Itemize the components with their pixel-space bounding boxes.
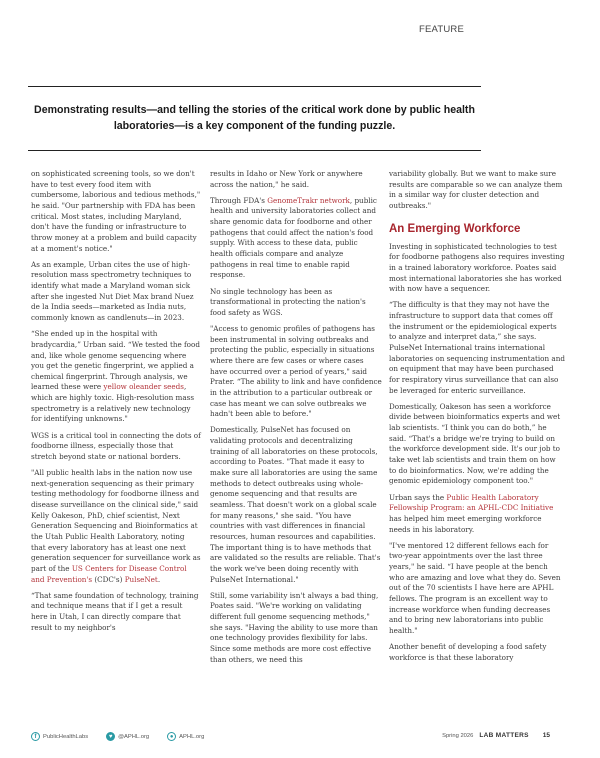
article-column-3	[389, 169, 565, 669]
paragraph: Another benefit of developing a food safety workforce is that these laboratory	[389, 642, 547, 662]
text: has helped him meet emerging workforce needs in his laboratory.	[389, 513, 542, 534]
paragraph: Domestically, Oakeson has seen a workforce divide between bioinformatics experts and wet lab scientists. “I think you can do both,” he said. “That's a bridge we're trying to build on the workforce development side. It's our job to take wet lab scientists and train them on how to do bioinformatics. Now, we're adding the genomic epidemiology component too."	[389, 401, 561, 486]
paragraph	[210, 196, 382, 281]
facebook-link[interactable]	[31, 732, 88, 741]
page-footer	[442, 732, 550, 739]
text: (CDC's)	[92, 574, 125, 584]
text: “She ended up in the hospital with bradycardia,” Urban said. “We tested the food and, like whole genome sequencing where you get the genetic fingerprint, we applied a chemical fingerprint. Through analysis, we learned these were	[31, 329, 200, 392]
pulsenet-link[interactable]: PulseNet	[124, 574, 158, 584]
paragraph: Investing in sophisticated technologies to test for foodborne pathogens also requires investing in a trained laboratory workforce. Poates said most international laboratories she has worked with now have a sequencer.	[389, 241, 565, 294]
cdc-link[interactable]: US Centers for Disease Control and Prevention's	[31, 563, 187, 584]
section-label: FEATURE	[418, 24, 464, 35]
social-links	[31, 732, 204, 741]
bluesky-link[interactable]	[106, 732, 149, 741]
paragraph	[31, 468, 201, 585]
pull-quote: Demonstrating results—and telling the stories of the critical work done by public health laboratories—is a key component of the funding puzzle.	[28, 86, 481, 151]
website-label: APHL.org	[179, 733, 205, 740]
text: , which are highly toxic. High-resolution mass spectrometry is a relatively new technology for identifying unknowns."	[31, 382, 195, 424]
text: Through FDA's	[210, 195, 268, 205]
magazine-title: LAB MATTERS	[479, 732, 529, 739]
paragraph	[31, 329, 201, 425]
text: , public health and university laboratories collect and share genomic data for foodborne and other pathogens that could affect the nation's food supply. With access to these data, public health officials compare and analyze pathogens in real time to enable rapid response.	[210, 195, 377, 280]
paragraph: on sophisticated screening tools, so we don't have to test every food item with cumbersome, laborious and tedious methods," he said. "Our partnership with FDA has been critical. Most states, including Maryland, don't have the funding or infrastructure to throw money at a problem and build capacity at a moment's notice."	[31, 169, 201, 253]
paragraph: "I've mentored 12 different fellows each for two-year appointments over the last three years," he said. “I have people at the bench who are amazing and love what they do. Seven out of the 70 scientists I have here are APHL fellows. The program is an excellent way to increase workforce when funding decreases and to bring new laboratorians into public health."	[389, 540, 561, 635]
paragraph: "Access to genomic profiles of pathogens has been instrumental in solving outbreaks and protecting the public, especially in situations where there are few cases or where cases have occurred over a period of years," said Prater. “The ability to link and have confidence in the attribution to a particular outbreak or case has meant we can solve outbreaks we hadn't been able to before."	[210, 324, 382, 419]
paragraph: “That same foundation of technology, training and technique means that if I get a result here in Utah, I can directly compare that result to my neighbor's	[31, 590, 199, 632]
article-column-1	[31, 169, 201, 639]
facebook-label: PublicHealthLabs	[43, 733, 89, 740]
paragraph: Still, some variability isn't always a bad thing, Poates said. "We're working on validating different full genome sequencing methods," she says. "Having the ability to use more than one technology provides flexibility for labs. Since some methods are more cost effective than others, we need this	[210, 590, 379, 664]
fellowship-program-link[interactable]: Public Health Laboratory Fellowship Program: an APHL-CDC Initiative	[389, 492, 554, 513]
web-icon: ●	[167, 732, 176, 741]
paragraph	[389, 493, 565, 536]
paragraph: variability globally. But we want to make sure results are comparable so we can analyze them in a similar way for cluster detection and outbreaks."	[389, 169, 563, 210]
facebook-icon: f	[31, 732, 40, 741]
paragraph: No single technology has been as transformational in protecting the nation's food safety as WGS.	[210, 286, 366, 317]
website-link[interactable]	[167, 732, 204, 741]
paragraph: Domestically, PulseNet has focused on validating protocols and decentralizing training of all laboratories on these protocols, according to Poates. "That made it easy to make sure all laboratories are using the same methods to detect outbreaks using whole-genome sequencing and that results are seamless. That doesn't work on a global scale for many reasons," she said. "You have countries with vast differences in financial resources, human resources and capabilities. The important thing is to have methods that are validated so the results are reliable. That's the work we've been doing recently with PulseNet International."	[210, 425, 381, 584]
yellow-oleander-link[interactable]: yellow oleander seeds	[103, 382, 184, 392]
text: Urban says the	[389, 492, 447, 502]
paragraph: “The difficulty is that they may not have the infrastructure to support data that comes off the instrument or the epidemiological experts to analyze and interpret data,” she says. PulseNet International trains international laboratories on sequencing instrumentation and on equipment that may have been purchased for respiratory virus surveillance that can also be leveraged for enteric surveillance.	[389, 300, 565, 395]
genometrakr-link[interactable]: GenomeTrakr network	[267, 195, 350, 205]
paragraph: As an example, Urban cites the use of high-resolution mass spectrometry techniques to identify what made a Maryland woman sick after she ingested Nut Diet Max brand Nuez de la India seeds—marketed as India nuts, commonly known as candlenuts—in 2023.	[31, 259, 194, 323]
paragraph: WGS is a critical tool in connecting the dots of foodborne illness, especially those that stretch beyond state or national borders.	[31, 430, 201, 461]
bluesky-icon: ♥	[106, 732, 115, 741]
text: "All public health labs in the nation now use next-generation sequencing as their primary testing methodology for foodborne illness and disease surveillance on the clinical side," said Kelly Oakeson, PhD, chief scientist, Next Generation Sequencing and Bioinformatics at the Utah Public Health Laboratory, noting that every laboratory has at least one next generation sequencer for surveillance work as part of the	[31, 468, 201, 573]
text: .	[157, 574, 161, 584]
bluesky-label: @APHL.org	[118, 733, 150, 740]
issue-date: Spring 2026	[442, 733, 474, 739]
paragraph: results in Idaho or New York or anywhere across the nation," he said.	[210, 169, 363, 189]
page-number: 15	[542, 732, 550, 739]
section-heading: An Emerging Workforce	[389, 222, 521, 235]
article-column-2	[210, 169, 382, 671]
